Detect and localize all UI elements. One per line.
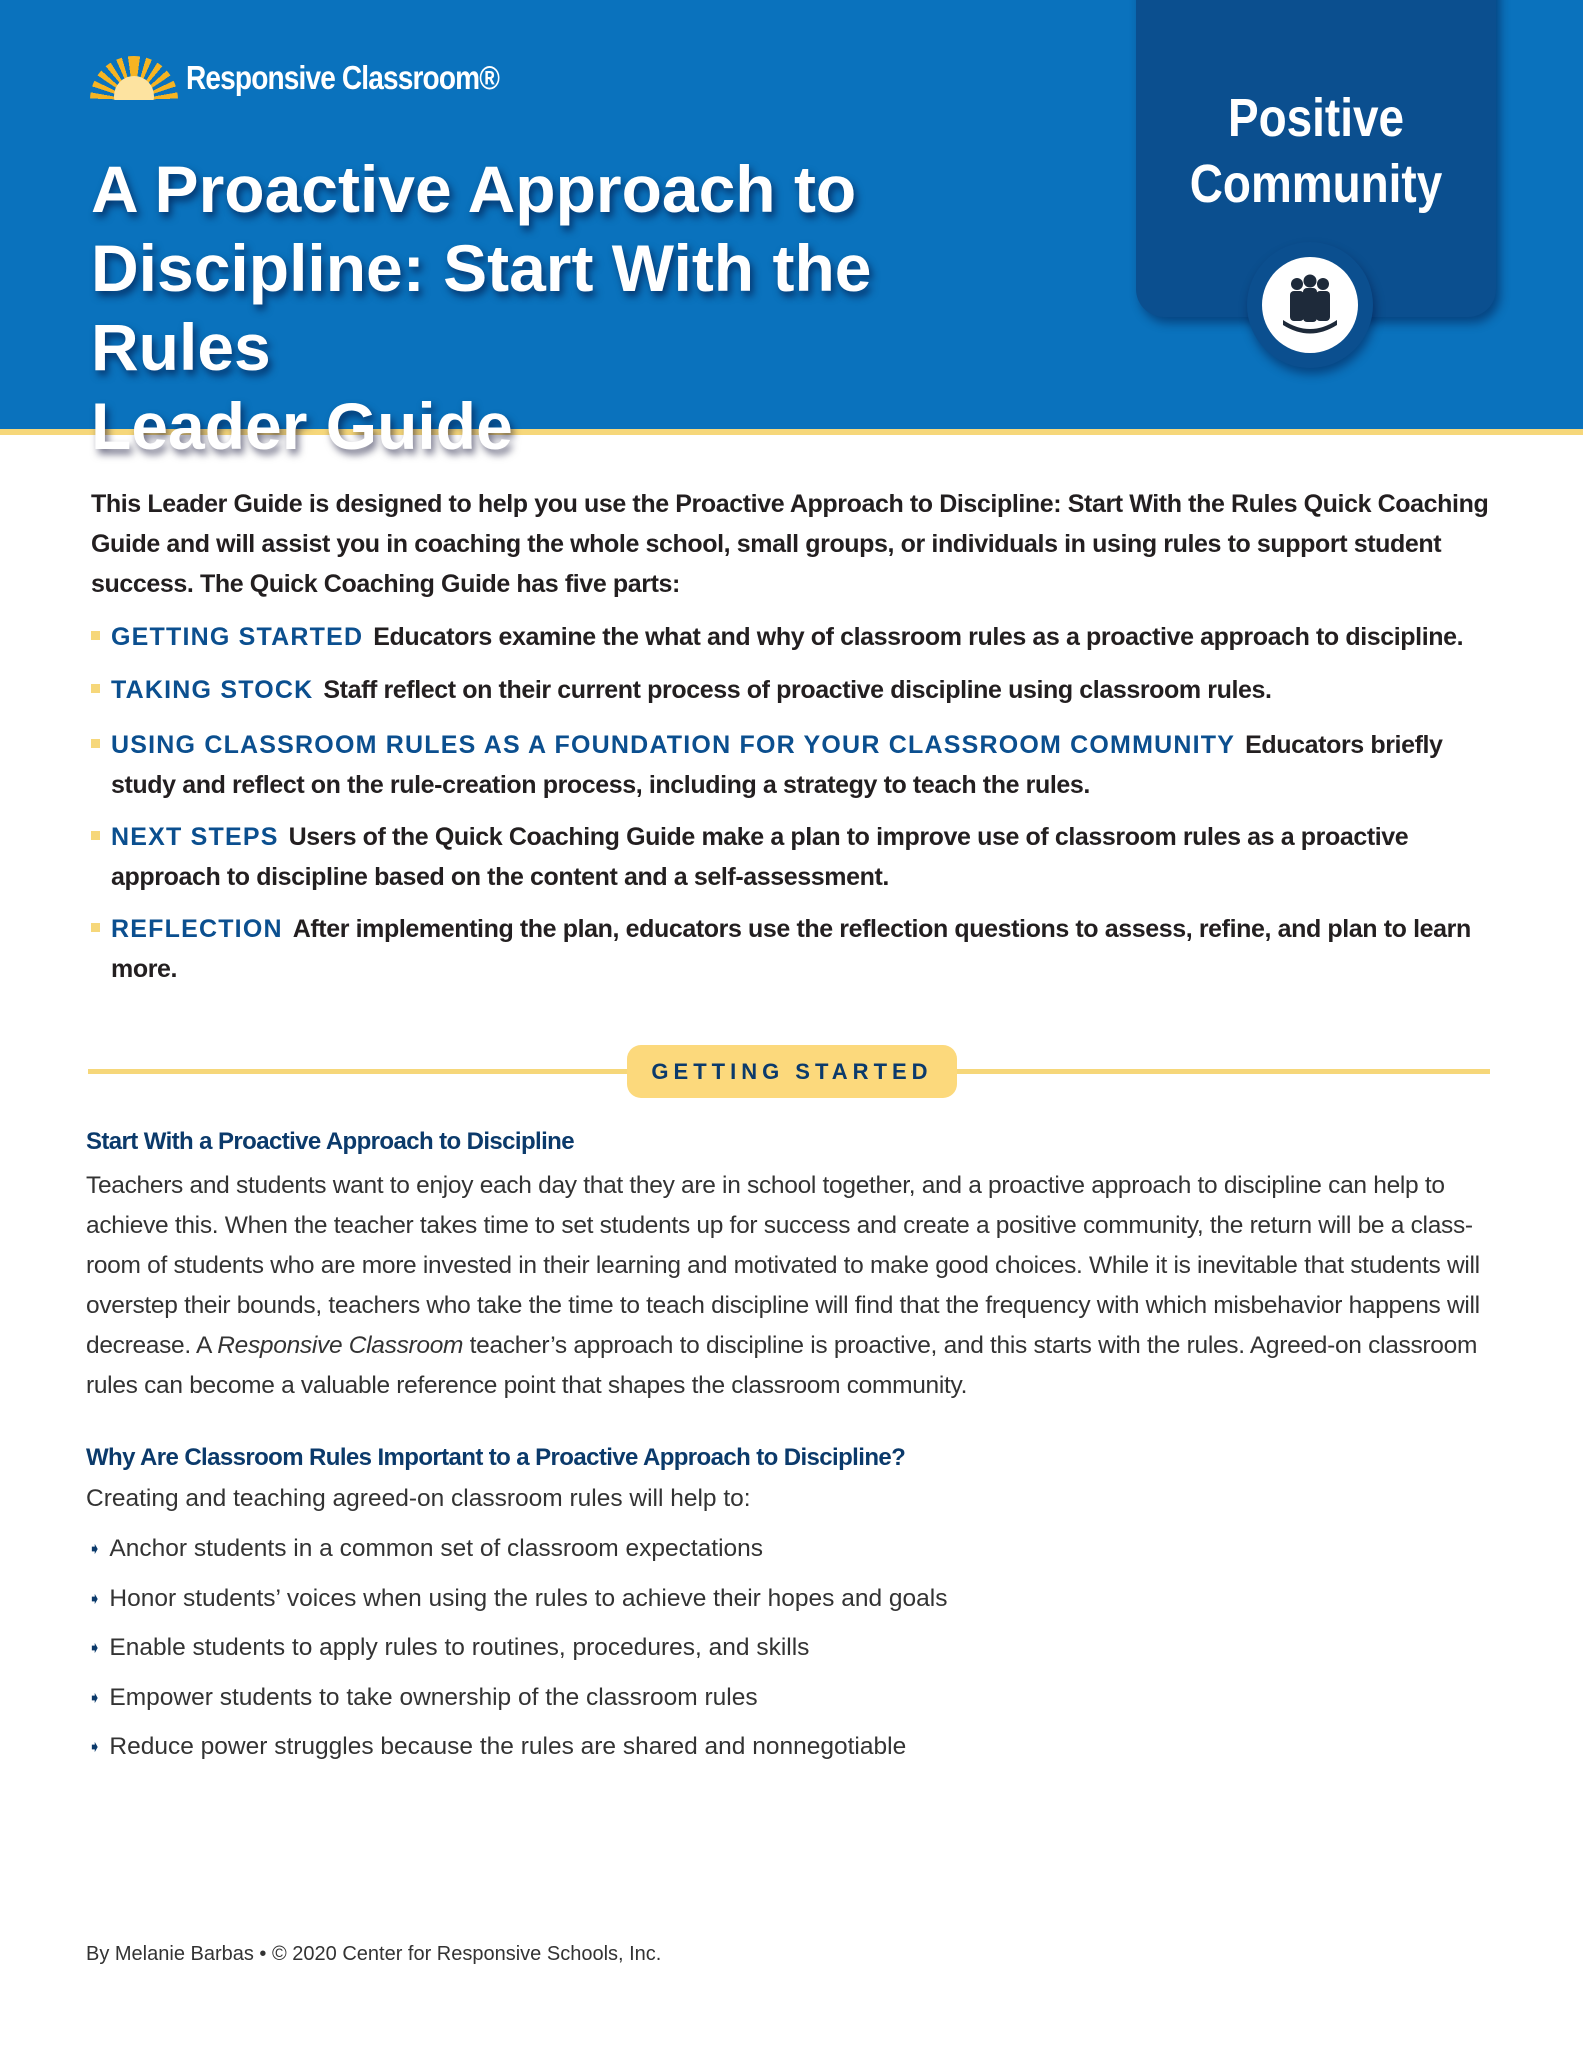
badge-line: Positive xyxy=(1227,88,1405,148)
list-item-text: Empower students to take ownership of the classroom rules xyxy=(109,1684,758,1711)
para-italic: Responsive Classroom xyxy=(217,1332,464,1359)
list-item-text: Enable students to apply rules to routines, procedures, and skills xyxy=(109,1634,810,1661)
part-label: USING CLASSROOM RULES AS A FOUNDATION FOR YOUR CLASSROOM COMMUNITY xyxy=(111,731,1236,759)
part-item xyxy=(91,617,1511,657)
part-item xyxy=(91,725,1511,805)
list-item xyxy=(88,1634,809,1662)
arrow-bullet-icon: ➧ xyxy=(88,1640,102,1657)
list-item-text: Honor students’ voices when using the rules to achieve their hopes and goals xyxy=(109,1585,948,1612)
section-heading: Why Are Classroom Rules Important to a Proactive Approach to Discipline? xyxy=(86,1444,906,1471)
para-text: Teachers and students want to enjoy each day that they are in school together, and a proactive approach to discipline can help to achieve this. When the teacher takes time to set students up for success and create a positive community, the return will be a classroom of students who are more invested in their learning and motivated to make good choices. While it is inevitable that students will overstep their bounds, teachers who take the time to teach discipline will find that the frequency with which misbehavior happens will decrease. A xyxy=(86,1172,1480,1359)
header-banner xyxy=(0,0,1583,463)
section-heading: Start With a Proactive Approach to Discipline xyxy=(86,1128,574,1155)
part-text: Educators examine the what and why of classroom rules as a proactive approach to discipline. xyxy=(373,623,1464,651)
title-line: Discipline: Start With the Rules xyxy=(91,231,872,384)
part-label: GETTING STARTED xyxy=(111,623,364,651)
part-text: Users of the Quick Coaching Guide make a plan to improve use of classroom rules as a proactive approach to discipline based on the content and a self-assessment. xyxy=(111,823,1409,891)
list-item xyxy=(88,1733,906,1761)
square-bullet-icon xyxy=(91,684,100,693)
logo xyxy=(90,56,554,100)
part-text: After implementing the plan, educators use the reflection questions to assess, refine, and plan to learn more. xyxy=(111,915,1471,983)
list-item xyxy=(88,1684,758,1712)
part-item xyxy=(91,670,1511,710)
title-line: A Proactive Approach to xyxy=(91,152,857,226)
arrow-bullet-icon: ➧ xyxy=(88,1690,102,1707)
arrow-bullet-icon: ➧ xyxy=(88,1591,102,1608)
badge-line: Community xyxy=(1189,154,1443,214)
square-bullet-icon xyxy=(91,923,100,932)
intro-paragraph: This Leader Guide is designed to help you use the Proactive Approach to Discipline: Start With the Rules Quick Coaching Guide and will assist you in coaching the whole school, small groups, or individuals in using rules to support student success. The Quick Coaching Guide has five parts: xyxy=(91,490,1489,598)
arrow-bullet-icon: ➧ xyxy=(88,1541,102,1558)
part-text: Staff reflect on their current process of proactive discipline using classroom rules. xyxy=(323,676,1272,704)
list-item-text: Reduce power struggles because the rules are shared and nonnegotiable xyxy=(109,1733,907,1760)
part-label: NEXT STEPS xyxy=(111,823,279,851)
para-text: teacher’s approach to discipline is proactive, and this starts with the rules. Agreed-on classroom rules can become a valuable reference point that shapes the classroom community. xyxy=(86,1332,1478,1399)
lead-text: Creating and teaching agreed-on classroom rules will help to: xyxy=(86,1485,751,1512)
logo-text: Responsive Classroom® xyxy=(186,59,500,96)
square-bullet-icon xyxy=(91,631,100,640)
square-bullet-icon xyxy=(91,739,100,748)
sun-logo-icon xyxy=(90,56,178,100)
page-title xyxy=(91,150,1051,466)
list-item xyxy=(88,1535,763,1563)
square-bullet-icon xyxy=(91,831,100,840)
list-item xyxy=(88,1585,947,1613)
footer-credit: By Melanie Barbas • © 2020 Center for Responsive Schools, Inc. xyxy=(86,1943,662,1965)
title-line: Leader Guide xyxy=(91,389,513,463)
part-label: TAKING STOCK xyxy=(111,676,314,704)
arrow-bullet-icon: ➧ xyxy=(88,1739,102,1756)
section-pill: GETTING STARTED xyxy=(627,1045,957,1098)
part-item xyxy=(91,817,1511,897)
part-text: Educators briefly study and reflect on the rule-creation process, including a strategy to teach the rules. xyxy=(111,731,1443,799)
body-paragraph xyxy=(86,1166,1496,1406)
part-item xyxy=(91,909,1511,989)
list-item-text: Anchor students in a common set of classroom expectations xyxy=(109,1535,764,1562)
part-label: REFLECTION xyxy=(111,915,283,943)
people-group-icon xyxy=(1247,242,1373,368)
